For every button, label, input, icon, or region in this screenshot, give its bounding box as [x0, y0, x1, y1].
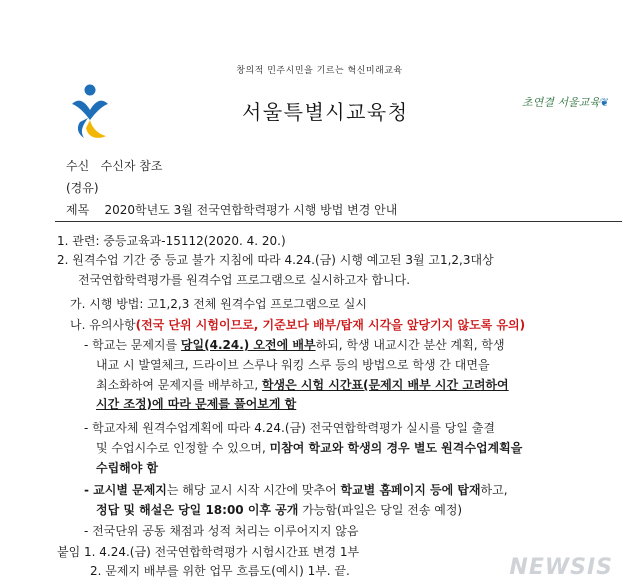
signature-mark-icon: ❦	[599, 96, 610, 109]
item-1: 1. 관련: 중등교육과-15112(2020. 4. 20.)	[57, 234, 286, 248]
bullet-1-line-4-underline: 시간 조정)에 따라 문제를 풀어보게 함	[96, 397, 297, 411]
bullet-3-line-2	[96, 501, 462, 518]
bullet-1-line-4	[96, 395, 296, 412]
bullet-1-underline: 당일(4.24.) 오전에 배부	[180, 338, 316, 352]
seoul-education-logo	[68, 84, 112, 140]
bullet-2-line-1: - 학교자체 원격수업계획에 따라 4.24.(금) 전국연합학력평가 실시를 당일 출결	[84, 421, 495, 435]
bullet-1-pre: - 학교는 문제지를	[84, 338, 181, 352]
bullet-2-line-2-bold: 미참여 학교와 학생의 경우 별도 원격수업계획을	[269, 441, 523, 455]
bullet-3-end: 하고,	[480, 483, 508, 497]
bullet-3-line-1	[84, 481, 508, 498]
subject-label: 제목	[66, 203, 90, 217]
slogan: 창의적 민주시민을 기르는 혁신미래교육	[236, 66, 403, 76]
bullet-3-line-2-end: 가능함(파일은 당일 전송 예정)	[298, 503, 463, 517]
attachment-1: 붙임 1. 4.24.(금) 전국연합학력평가 시험시간표 변경 1부	[57, 545, 360, 559]
item-ga: 가. 시행 방법: 고1,2,3 전체 원격수업 프로그램으로 실시	[70, 297, 367, 311]
subject-value: 2020학년도 3월 전국연합학력평가 시행 방법 변경 안내	[104, 203, 398, 217]
bullet-2-line-3	[96, 459, 158, 476]
item-2-line-1: 2. 원격수업 기간 중 등교 불가 지침에 따라 4.24.(금) 시행 예고된 3월 고1,2,3대상	[57, 253, 494, 267]
bullet-2-line-2	[96, 439, 522, 456]
item-na-label: 나. 유의사항	[70, 318, 136, 332]
newsis-watermark: NEWSIS	[509, 555, 613, 580]
bullet-1-line-3-underline: 학생은 시험 시간표(문제지 배부 시간 고려하여	[261, 378, 509, 392]
recipient-label: 수신	[66, 159, 90, 173]
bullet-3-bold-2: 학교별 홈페이지 등에 탑재	[340, 483, 481, 497]
bullet-1-post: 하되, 학생 내교시간 분산 계획, 학생	[315, 338, 505, 352]
via-line: (경유)	[66, 181, 99, 195]
bullet-2-line-2-pre: 및 수업시수로 인정할 수 있으며,	[96, 441, 270, 455]
bullet-1-line-2: 내교 시 발열체크, 드라이브 스루나 워킹 스루 등의 방법으로 학생 간 대면을	[96, 358, 490, 372]
item-na	[70, 316, 525, 333]
bullet-1-line-3	[96, 376, 509, 393]
bullet-3-line-2-bold: 정답 및 해설은 당일 18:00 이후 공개	[96, 503, 299, 517]
recipient-value: 수신자 참조	[100, 159, 163, 173]
bullet-2-line-3-bold: 수립해야 함	[96, 461, 159, 475]
item-na-warning: (전국 단위 시험이므로, 기준보다 배부/탑재 시각을 앞당기지 않도록 유의)	[135, 318, 526, 332]
divider	[55, 221, 622, 222]
bullet-3-mid: 는 해당 교시 시작 시간에 맞추어	[166, 483, 341, 497]
signature-logo	[522, 94, 609, 110]
subject-line	[66, 201, 397, 218]
bullet-1-line-3-pre: 최소화하여 문제지를 배부하고,	[96, 378, 262, 392]
recipient-line	[66, 157, 162, 174]
bullet-3-bold-1: - 교시별 문제지	[84, 483, 167, 497]
bullet-1-line-1	[84, 336, 505, 353]
organization-name: 서울특별시교육청	[242, 100, 409, 124]
attachment-2: 2. 문제지 배부를 위한 업무 흐름도(예시) 1부. 끝.	[90, 564, 350, 578]
bullet-4: - 전국단위 공동 채점과 성적 처리는 이루어지지 않음	[84, 524, 359, 538]
item-2-line-2: 전국연합학력평가를 원격수업 프로그램으로 실시하고자 합니다.	[78, 273, 411, 287]
signature-text: 초연결 서울교육	[522, 96, 600, 109]
